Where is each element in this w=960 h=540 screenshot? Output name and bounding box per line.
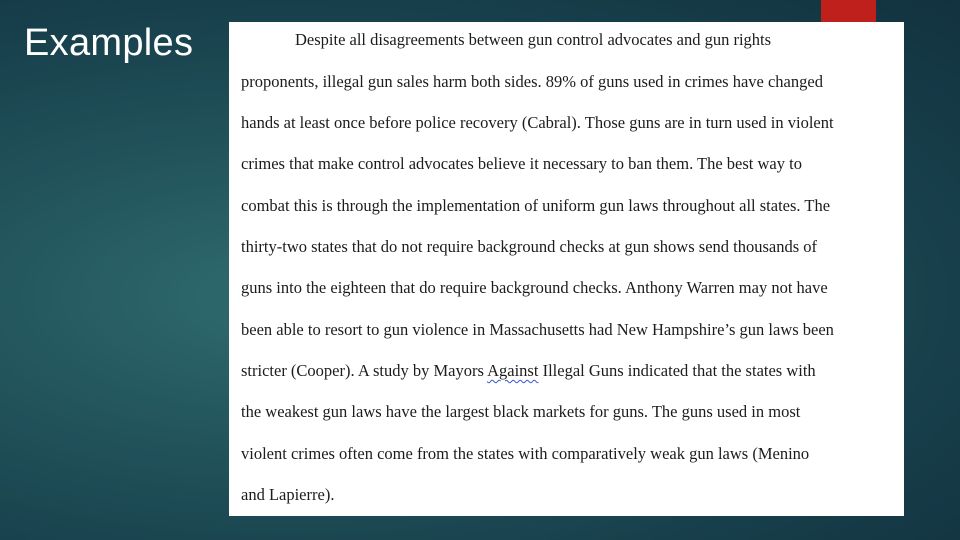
document-line: the weakest gun laws have the largest black markets for guns. The guns used in most <box>241 402 801 421</box>
document-line: and Lapierre). <box>241 485 335 504</box>
document-line-text: Illegal Guns indicated that the states with <box>538 361 816 380</box>
document-line: been able to resort to gun violence in Massachusetts had New Hampshire’s gun laws been <box>241 320 834 339</box>
document-line <box>241 361 897 381</box>
document-line: violent crimes often come from the states with comparatively weak gun laws (Menino <box>241 444 810 463</box>
document-line-text: stricter (Cooper). A study by Mayors <box>241 361 488 380</box>
slide-title: Examples <box>24 22 194 64</box>
document-line: guns into the eighteen that do require background checks. Anthony Warren may not have <box>241 278 828 297</box>
accent-bar <box>821 0 876 22</box>
document-image <box>229 22 904 516</box>
document-line: Despite all disagreements between gun control advocates and gun rights <box>295 30 772 49</box>
document-line: crimes that make control advocates believe it necessary to ban them. The best way to <box>241 154 802 173</box>
document-line: combat this is through the implementation of uniform gun laws throughout all states. The <box>241 196 831 215</box>
document-line: hands at least once before police recovery (Cabral). Those guns are in turn used in violent <box>241 113 834 132</box>
document-line: thirty-two states that do not require background checks at gun shows send thousands of <box>241 237 818 256</box>
spellcheck-flagged-word: Against <box>487 361 539 380</box>
document-line: proponents, illegal gun sales harm both sides. 89% of guns used in crimes have changed <box>241 72 823 91</box>
